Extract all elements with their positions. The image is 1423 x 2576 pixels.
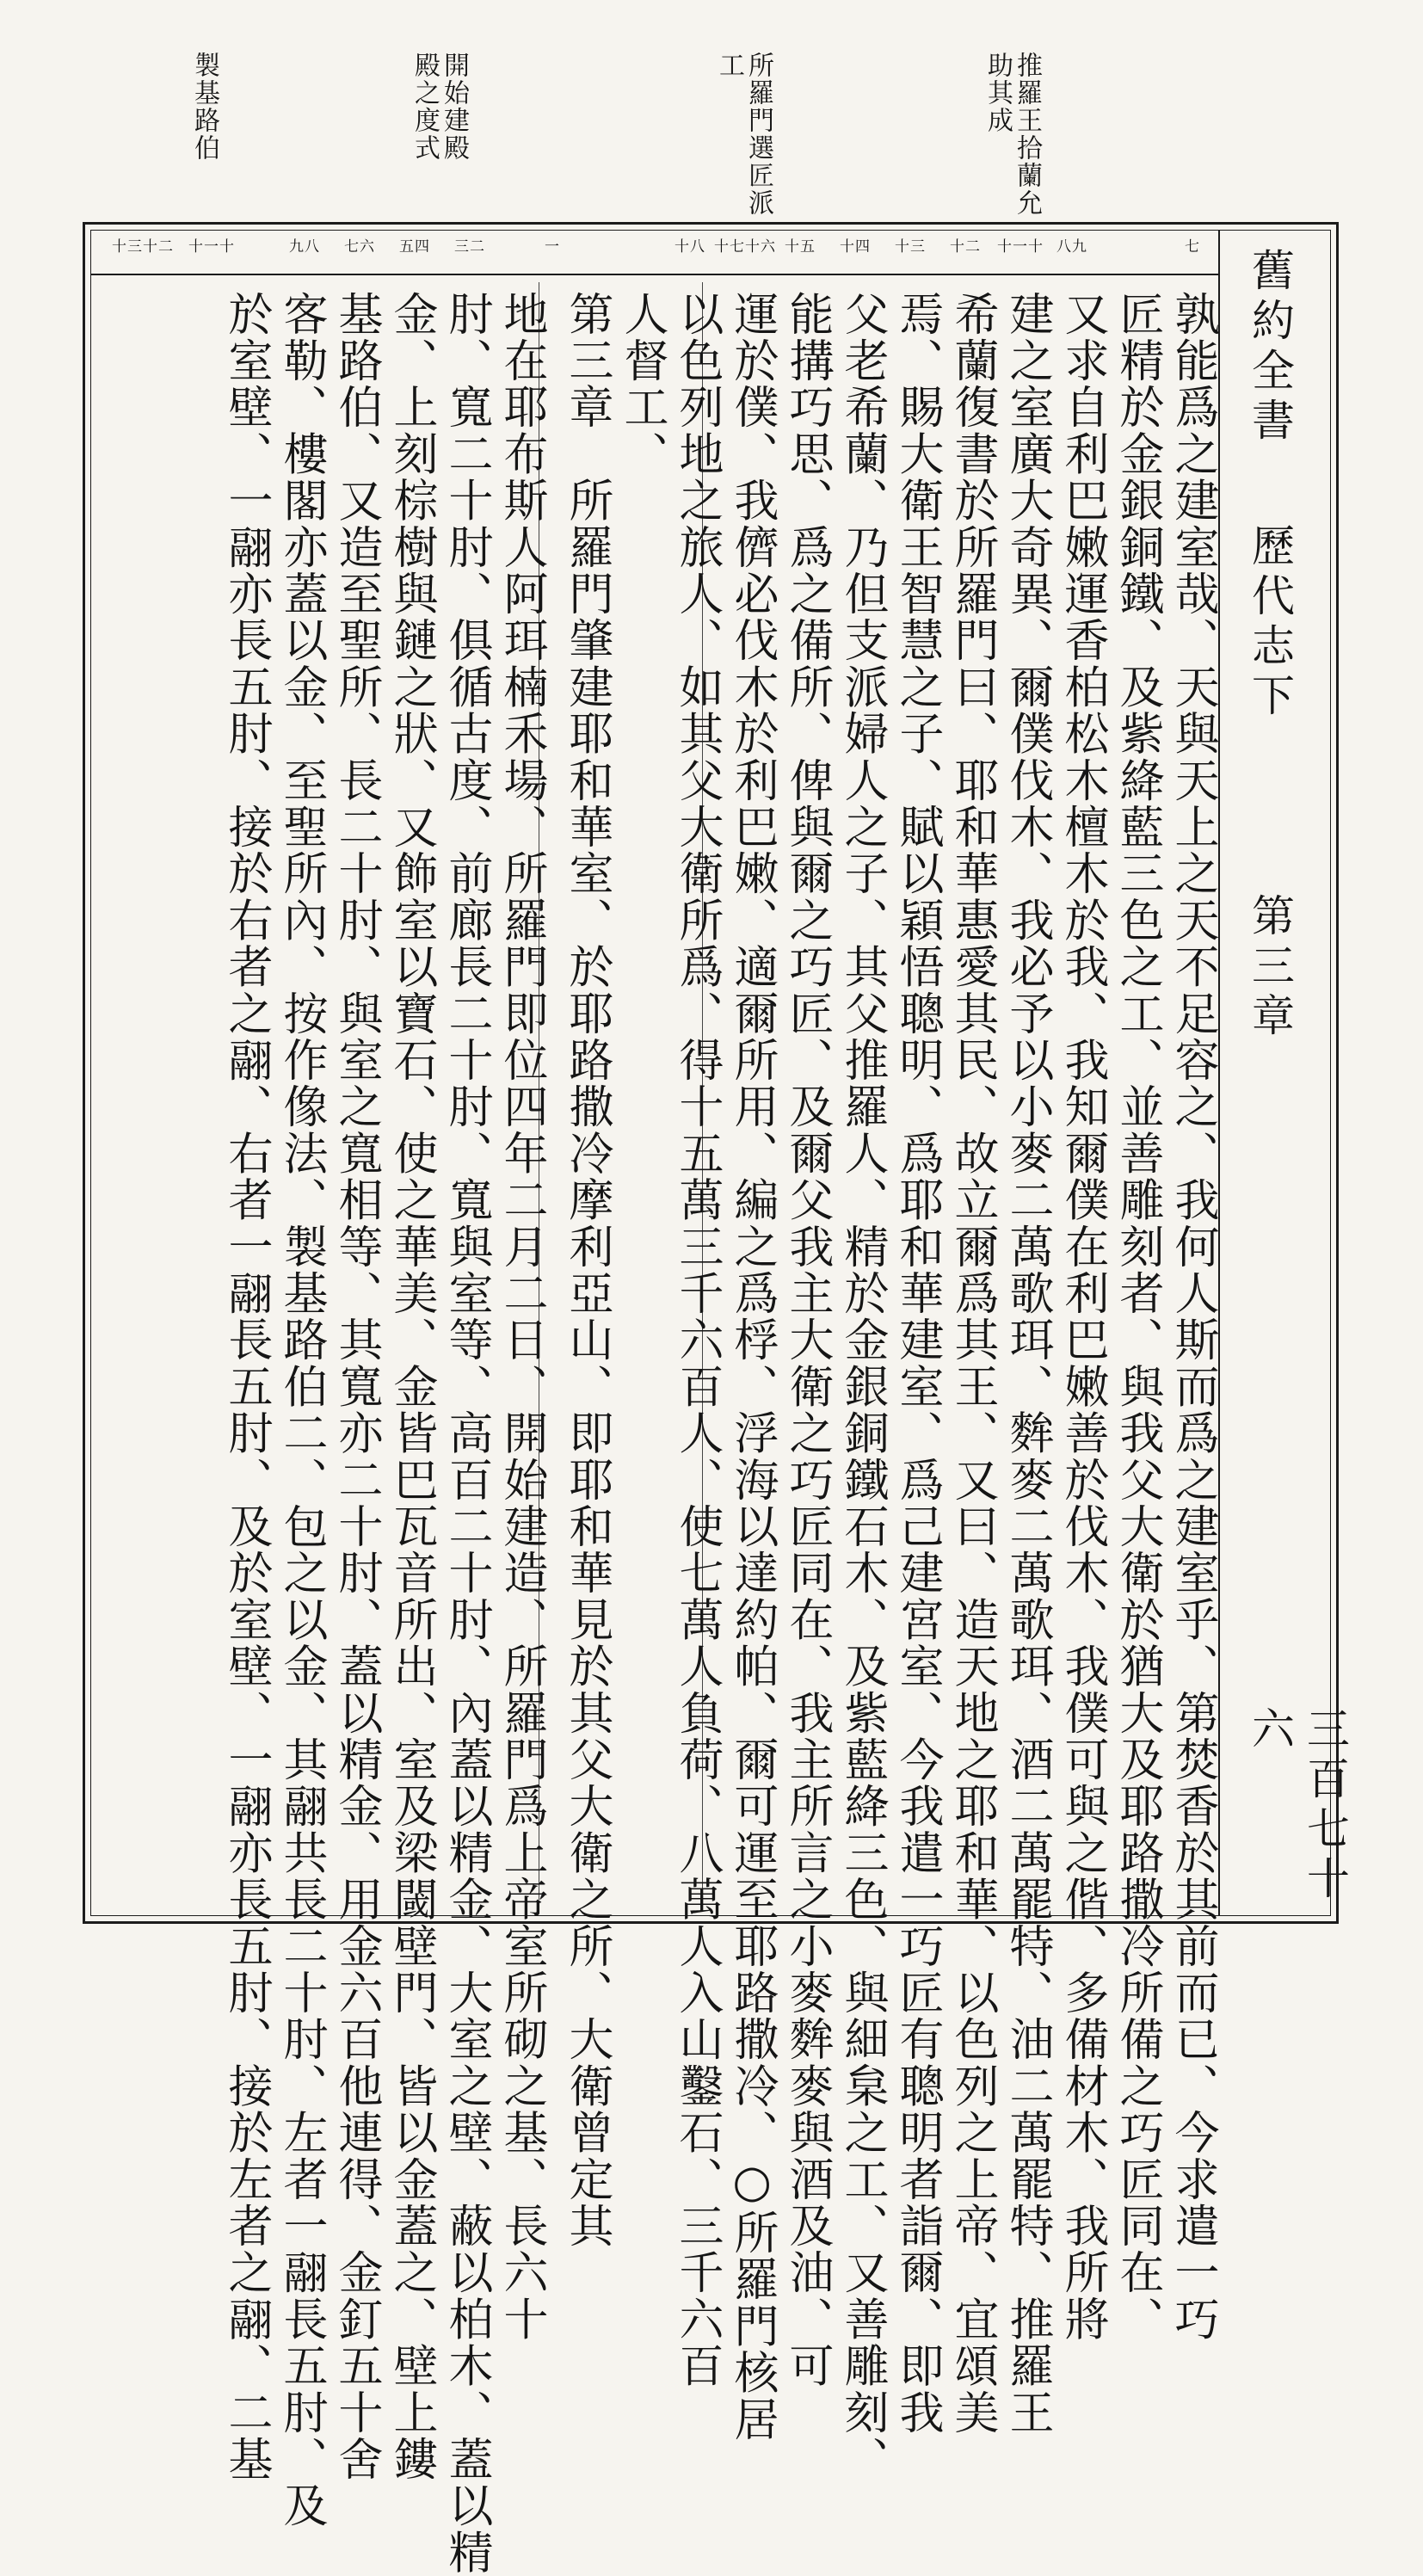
verse-number-band xyxy=(91,231,1220,275)
text-column: 肘、寬二十肘、俱循古度、前廊長二十肘、寬與室等、高百二十肘、內蓋以精金、大室之壁、蔽以柏木、蓋以精 xyxy=(440,291,492,2576)
text-column: 運於僕、我儕必伐木於利巴嫩、適爾所用、編之爲桴、浮海以達約帕、爾可運至耶路撒冷、○所羅門核居 xyxy=(726,291,778,2444)
text-column: 客勒、樓閣亦蓋以金、至聖所內、按作像法、製基路伯二、包之以金、其翮共長二十肘、左者一翮長五肘、及 xyxy=(275,291,327,2530)
text-column: 匠精於金銀銅鐵、及紫絳藍三色之工、並善雕刻者、與我父大衛於猶大及耶路撒冷所備之巧匠同在、 xyxy=(1112,291,1163,2343)
text-column: 建之室廣大奇異、爾僕伐木、我必予以小麥二萬歌珥、麰麥二萬歌珥、酒二萬罷特、油二萬罷特、推羅王 xyxy=(1001,291,1053,2437)
verse-number: 五四 xyxy=(399,238,430,256)
margin-note: 所羅門選匠派工 xyxy=(714,52,773,217)
book-title: 舊約全書 xyxy=(1245,248,1295,447)
verse-number: 十三 xyxy=(895,238,926,256)
text-column: 於室壁、一翮亦長五肘、接於右者之翮、右者一翮長五肘、及於室壁、一翮亦長五肘、接於左者之翮、二基 xyxy=(220,291,272,2483)
verse-number: 八九 xyxy=(1056,238,1087,256)
margin-note: 製基路伯 xyxy=(189,52,219,162)
verse-number: 十五 xyxy=(785,238,816,256)
text-column: 希蘭復書於所羅門曰、耶和華惠愛其民、故立爾爲其王、又曰、造天地之耶和華、以色列之上帝、宜頌美 xyxy=(946,291,998,2437)
text-column: 父老希蘭、乃但支派婦人之子、其父推羅人、精於金銀銅鐵石木、及紫藍絳三色、與細枲之工、又善雕刻、 xyxy=(836,291,888,2483)
margin-note: 開始建殿殿之度式 xyxy=(410,52,469,162)
verse-number: 十一十 xyxy=(997,238,1044,256)
verse-number: 三二 xyxy=(454,238,485,256)
verse-number: 十八 xyxy=(675,238,705,256)
text-frame xyxy=(83,222,1350,2576)
verse-number: 十七十六 xyxy=(714,238,776,256)
section-title: 歷代志下 xyxy=(1245,523,1295,723)
text-column: 金、上刻棕樹與鏈之狀、又飾室以寶石、使之華美、金皆巴瓦音所出、室及梁閾壁門、皆以金蓋之、壁上鏤 xyxy=(385,291,437,2483)
verse-number: 七六 xyxy=(344,238,375,256)
verse-number: 十三十二 xyxy=(112,238,174,256)
chapter-heading-column: 第三章 所羅門肇建耶和華室、於耶路撒冷摩利亞山、即耶和華見於其父大衛之所、大衛曾定其 xyxy=(561,291,613,2250)
margin-note: 推羅王拾蘭允助其成 xyxy=(983,52,1042,217)
margin-notes xyxy=(163,52,1042,224)
verse-number: 九八 xyxy=(289,238,320,256)
chapter-label: 第三章 xyxy=(1245,893,1295,1043)
text-frame-inner xyxy=(90,230,1350,2576)
running-header xyxy=(1218,231,1350,1915)
text-column: 以色列地之旅人、如其父大衛所爲、得十五萬三千六百人、使七萬人負荷、八萬人入山鑿石、三千六百 xyxy=(671,291,723,2389)
verse-number: 一 xyxy=(545,238,560,256)
verse-number: 七 xyxy=(1185,238,1200,256)
text-column: 能搆巧思、爲之備所、俾與爾之巧匠、及爾父我主大衛之巧匠同在、我主所言之小麥麰麥與酒及油、可 xyxy=(781,291,833,2389)
text-column: 孰能爲之建室哉、天與天上之天不足容之、我何人斯而爲之建室乎、第焚香於其前而已、今求遣一巧 xyxy=(1167,291,1218,2343)
verse-number: 十一十 xyxy=(188,238,235,256)
text-column: 地在耶布斯人阿珥楠禾場、所羅門即位四年二月二日、開始建造、所羅門爲上帝室所砌之基、長六十 xyxy=(496,291,547,2343)
page-number: 三百七十六 xyxy=(1245,1706,1350,1906)
text-column: 又求自利巴嫩運香柏松木檀木於我、我知爾僕在利巴嫩善於伐木、我僕可與之偕、多備材木、我所將 xyxy=(1056,291,1108,2343)
text-column: 焉、賜大衛王智慧之子、賦以穎悟聰明、爲耶和華建室、爲己建宮室、今我遣一巧匠有聰明者詣爾、即我 xyxy=(891,291,943,2437)
verse-number: 十四 xyxy=(840,238,871,256)
text-column: 基路伯、又造至聖所、長二十肘、與室之寬相等、其寬亦二十肘、蓋以精金、用金六百他連得、金釘五十舍 xyxy=(330,291,382,2483)
verse-number: 十二 xyxy=(950,238,981,256)
text-column: 人督工、 xyxy=(616,291,668,478)
